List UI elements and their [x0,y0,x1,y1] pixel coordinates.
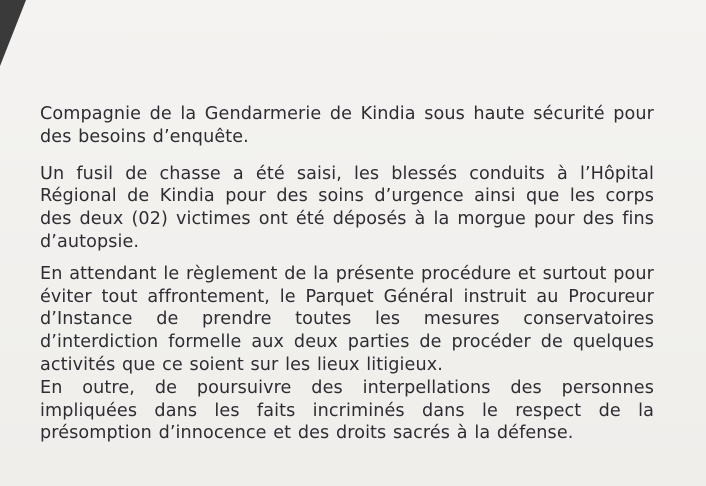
page-corner-shadow [0,0,26,66]
document-body [40,103,654,451]
paragraph-2: Un fusil de chasse a été saisi, les blessés conduits à l’Hôpital Régional de Kindia pour des soins d’urgence ainsi que les corps des deux (02) victimes ont été déposés à la morgue pour des fins d’autopsie. [40,163,654,252]
paragraph-4: En outre, de poursuivre des interpellations des personnes impliquées dans les faits incriminés dans le respect de la présomption d’innocence et des droits sacrés à la défense. [40,377,654,444]
paragraph-1: Compagnie de la Gendarmerie de Kindia sous haute sécurité pour des besoins d’enquête. [40,104,654,147]
paragraph-3: En attendant le règlement de la présente procédure et surtout pour éviter tout affrontement, le Parquet Général instruit au Procureur d’Instance de prendre toutes les mesures conservatoires d’interdiction formelle aux deux parties de procéder de quelques activités que ce soient sur les lieux litigieux. [40,263,654,375]
